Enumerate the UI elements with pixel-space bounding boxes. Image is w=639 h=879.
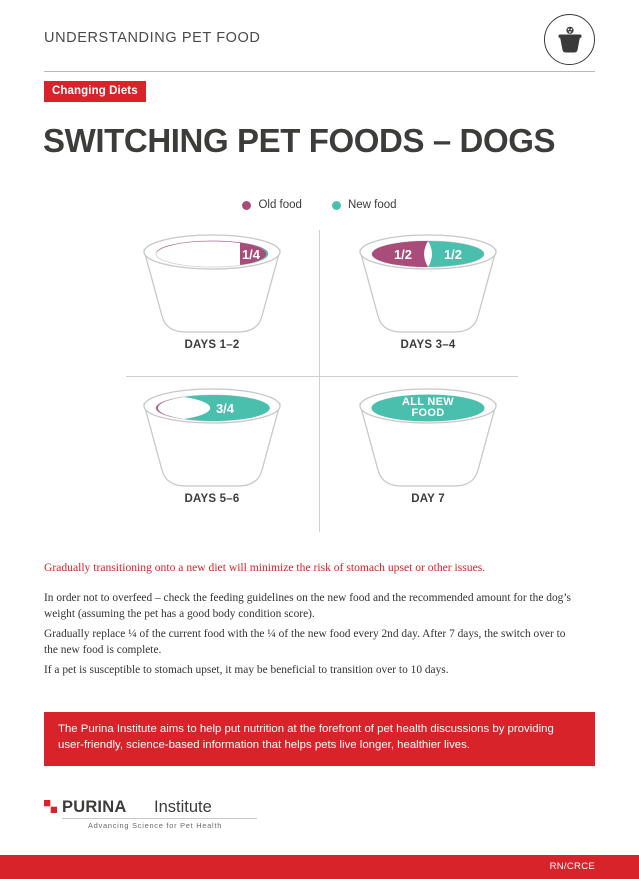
body-paragraph-2: Gradually replace ¼ of the current food with the ¼ of the new food every 2nd day. After 7 days, the switch over to the new food is complete.: [44, 628, 566, 656]
bowl-graphic: [348, 228, 508, 338]
legend-label-new-food: New food: [347, 199, 397, 211]
footer-bar: [0, 855, 639, 879]
bowl-day-7: [348, 382, 508, 492]
cell-label-day-7: DAY 7: [411, 493, 445, 505]
bowl-graphic: [132, 228, 292, 338]
cell-label-days-5-6: DAYS 5–6: [184, 493, 240, 505]
all-new-line1: ALL NEW: [401, 396, 455, 408]
fraction-new: 1/2: [443, 247, 463, 262]
purina-wordmark: PURINA: [62, 798, 127, 816]
mission-callout: The Purina Institute aims to help put nutrition at the forefront of pet health discussions by providing user-friendly, science-based information that helps pets live longer, healthier lives.: [44, 712, 595, 766]
header-divider: [44, 71, 595, 72]
bowl-days-1-2: [132, 228, 292, 338]
body-paragraph-1: In order not to overfeed – check the feeding guidelines on the new food and the recommended amount for the dog’s weight (assuming the pet has a good body condition score).: [44, 592, 571, 620]
page-header: [44, 14, 595, 66]
page-title: SWITCHING PET FOODS – DOGS: [43, 122, 556, 159]
legend: [0, 199, 639, 211]
institute-wordmark: Institute: [154, 798, 212, 816]
lead-paragraph: Gradually transitioning onto a new diet will minimize the risk of stomach upset or other issues.: [44, 561, 486, 574]
bowl-diagram-grid: [104, 228, 536, 536]
purina-checkerboard-icon: [44, 800, 57, 813]
bowl-days-5-6: [132, 382, 292, 492]
legend-item-old-food: [242, 199, 301, 211]
legend-dot-old-food: [242, 201, 251, 210]
bowl-days-3-4: [348, 228, 508, 338]
diagram-cell-days-3-4: [320, 228, 536, 378]
all-new-line2: FOOD: [411, 407, 445, 419]
legend-item-new-food: [332, 199, 397, 211]
header-title: UNDERSTANDING PET FOOD: [44, 30, 261, 46]
footer-code: RN/CRCE: [549, 861, 595, 872]
section-tag: Changing Diets: [44, 81, 146, 102]
logo-tagline: Advancing Science for Pet Health: [88, 821, 223, 830]
pet-bowl-glyph: [557, 26, 583, 54]
fraction-new: 3/4: [215, 401, 235, 416]
pet-bowl-icon: [544, 14, 595, 65]
diagram-cell-day-7: [320, 382, 536, 532]
legend-label-old-food: Old food: [258, 199, 302, 211]
fraction-old: 3/4: [186, 247, 206, 262]
fraction-old: 1/4: [163, 401, 183, 416]
diagram-cell-days-1-2: [104, 228, 320, 378]
diagram-cell-days-5-6: [104, 382, 320, 532]
legend-dot-new-food: [332, 201, 341, 210]
cell-label-days-3-4: DAYS 3–4: [400, 339, 456, 351]
cell-label-days-1-2: DAYS 1–2: [184, 339, 240, 351]
fraction-old: 1/2: [393, 247, 413, 262]
logo-divider: [62, 818, 257, 819]
body-paragraph-3: If a pet is susceptible to stomach upset, it may be beneficial to transition over to 10 days.: [44, 664, 449, 676]
purina-institute-logo: [44, 798, 274, 838]
fraction-new: 1/4: [241, 247, 261, 262]
bowl-graphic: [348, 382, 508, 492]
bowl-graphic: [132, 382, 292, 492]
